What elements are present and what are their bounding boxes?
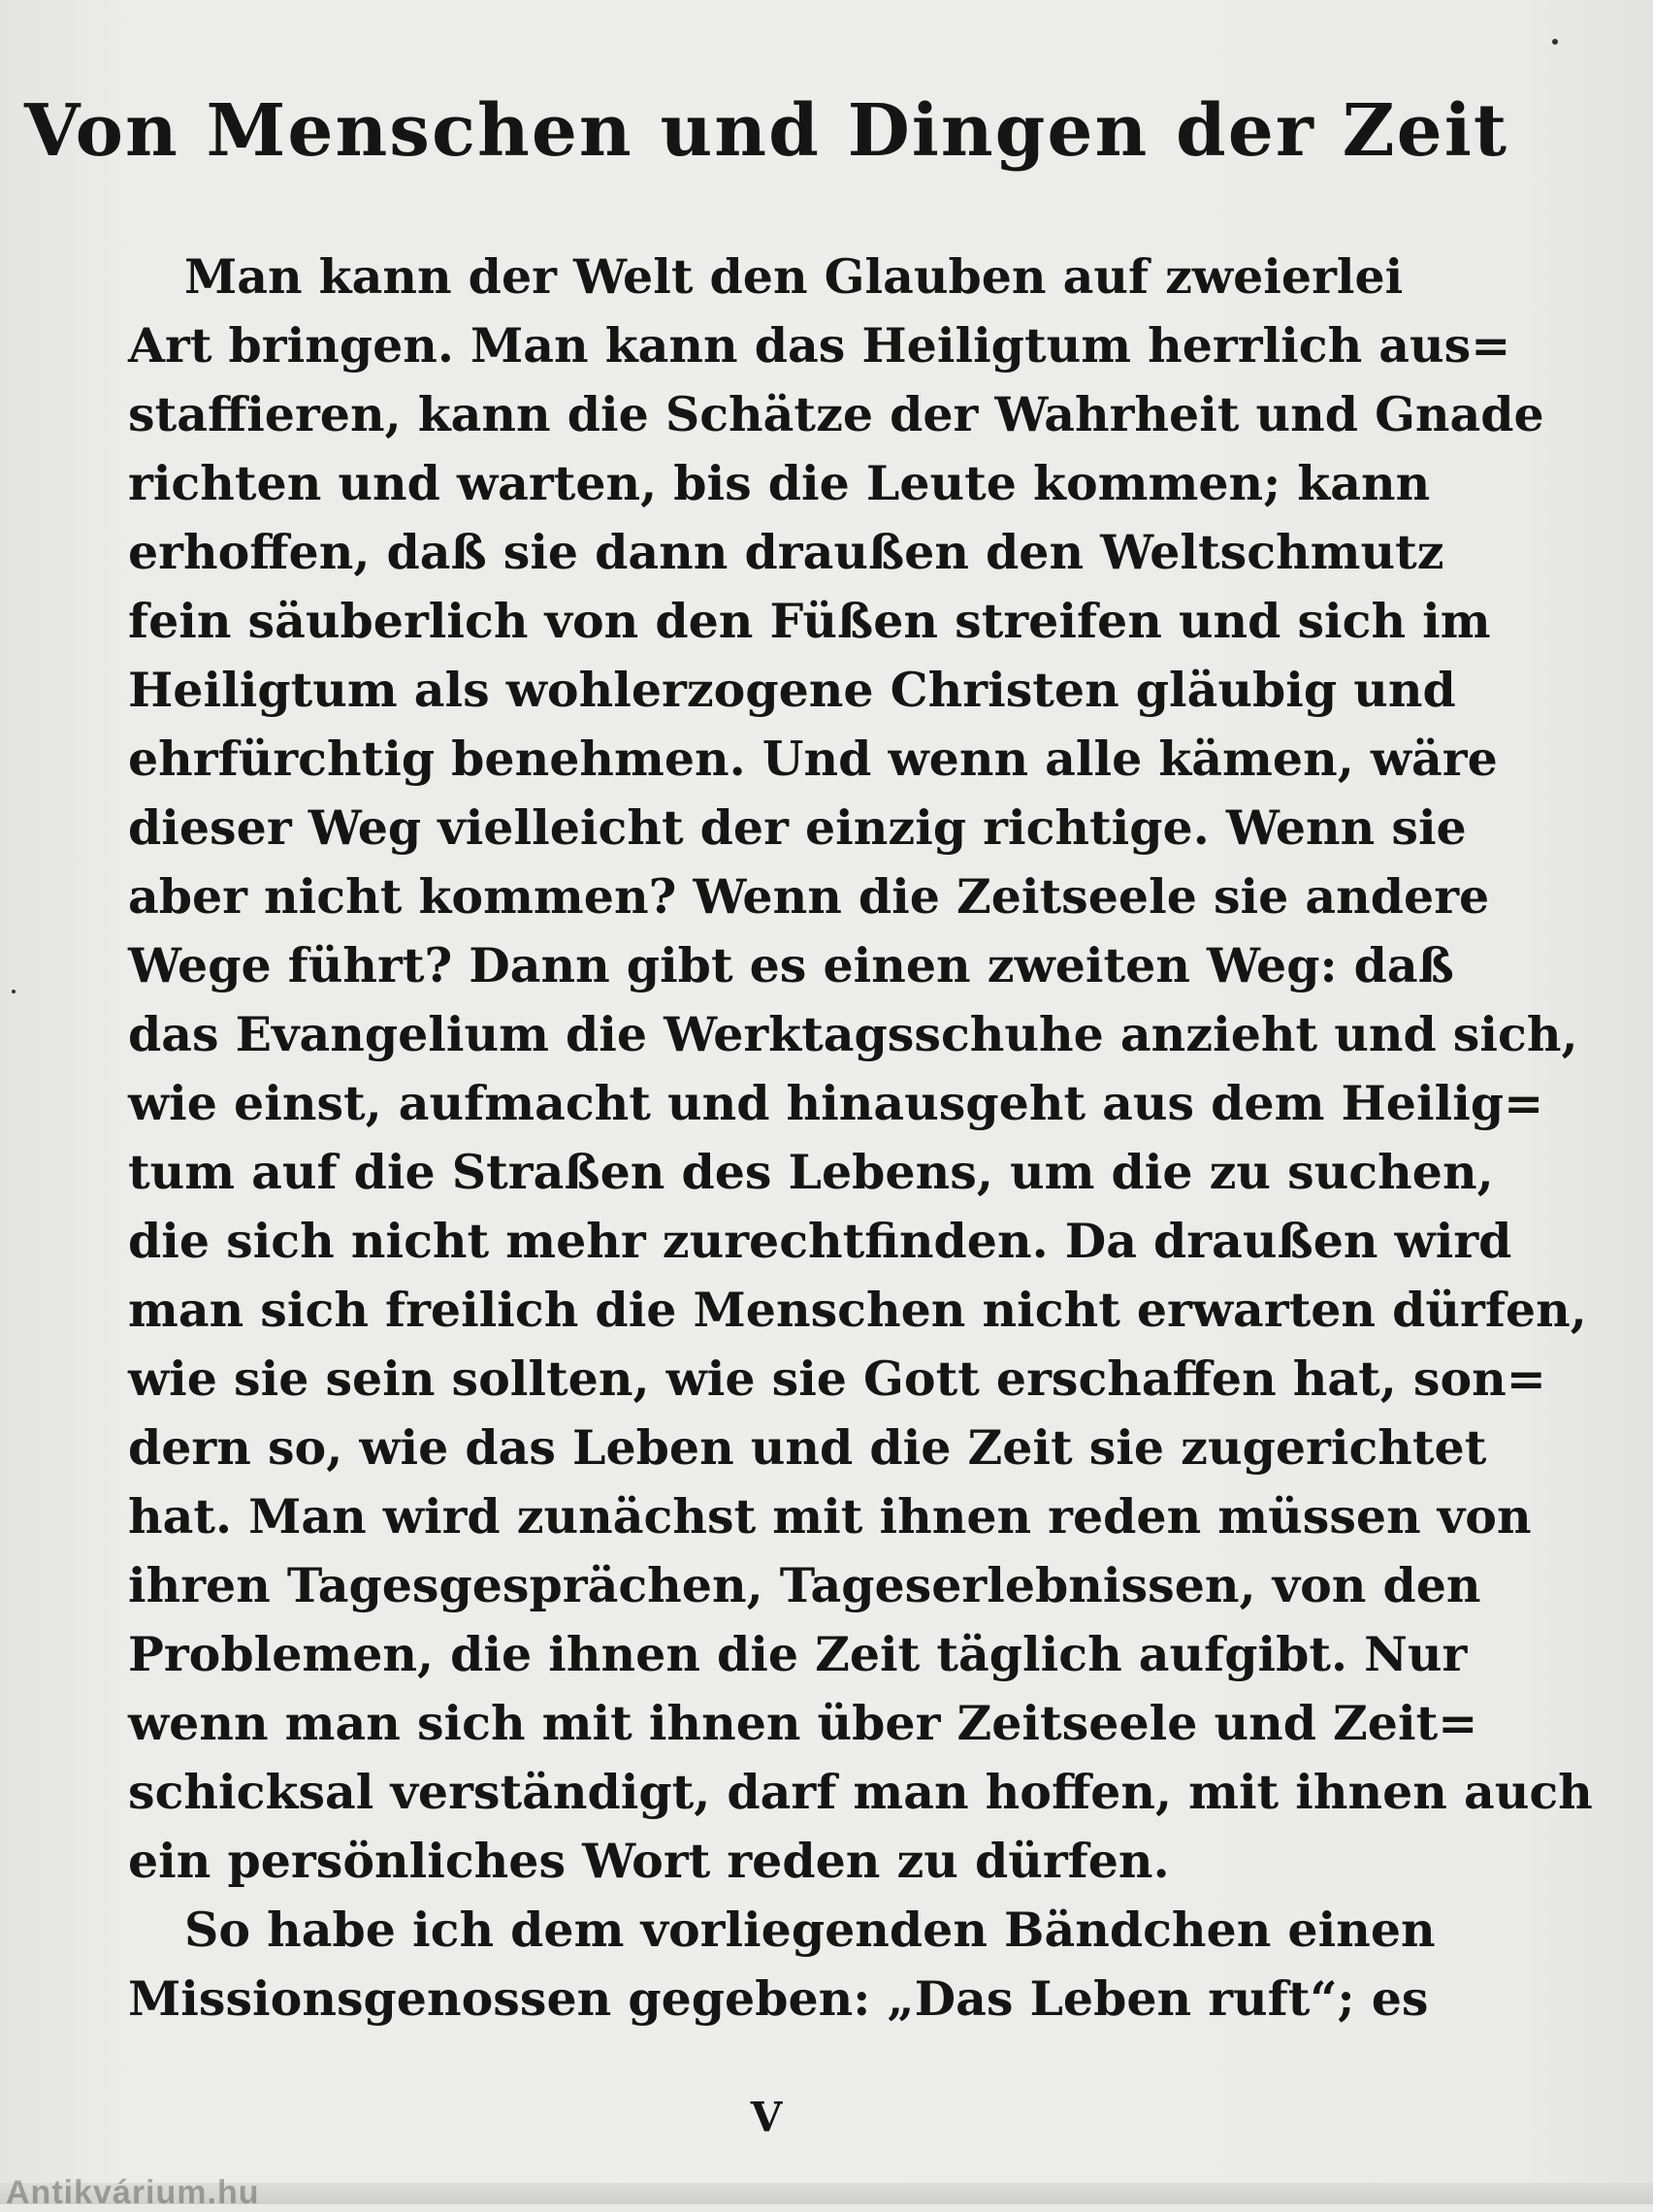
- text-line: So habe ich dem vorliegenden Bändchen einen: [184, 1902, 1436, 1958]
- dust-speck: [1552, 39, 1558, 45]
- text-line: hat. Man wird zunächst mit ihnen reden müssen von: [128, 1488, 1532, 1545]
- text-line: ein persönliches Wort reden zu dürfen.: [128, 1833, 1170, 1889]
- text-line: man sich freilich die Menschen nicht erwarten dürfen,: [128, 1282, 1587, 1338]
- text-line: erhoffen, daß sie dann draußen den Weltschmutz: [128, 524, 1444, 580]
- text-line: Man kann der Welt den Glauben auf zweierlei: [184, 248, 1404, 305]
- text-line: richten und warten, bis die Leute kommen; kann: [128, 455, 1431, 511]
- text-line: Problemen, die ihnen die Zeit täglich aufgibt. Nur: [128, 1626, 1468, 1682]
- text-line: Heiligtum als wohlerzogene Christen gläubig und: [128, 662, 1456, 718]
- text-line: schicksal verständigt, darf man hoffen, mit ihnen auch: [128, 1764, 1593, 1820]
- text-line: die sich nicht mehr zurechtfinden. Da draußen wird: [128, 1213, 1512, 1269]
- text-line: das Evangelium die Werktagsschuhe anzieht und sich,: [128, 1006, 1578, 1062]
- text-line: fein säuberlich von den Füßen streifen und sich im: [128, 593, 1491, 649]
- watermark: Antikvárium.hu: [6, 2174, 260, 2211]
- body-text: [128, 243, 1593, 2033]
- text-line: ihren Tagesgesprächen, Tageserlebnissen, von den: [128, 1557, 1481, 1613]
- text-line: Art bringen. Man kann das Heiligtum herrlich aus=: [128, 317, 1511, 374]
- text-line: tum auf die Straßen des Lebens, um die zu suchen,: [128, 1144, 1494, 1200]
- paragraph-2: [128, 1896, 1436, 2033]
- dust-speck: [12, 990, 16, 993]
- text-line: wenn man sich mit ihnen über Zeitseele und Zeit=: [128, 1695, 1478, 1751]
- paragraph-1: [128, 243, 1593, 1896]
- page-title: Von Menschen und Dingen der Zeit: [23, 89, 1509, 173]
- page-number: V: [750, 2094, 783, 2141]
- text-line: wie sie sein sollten, wie sie Gott erschaffen hat, son=: [128, 1350, 1546, 1407]
- text-line: staffieren, kann die Schätze der Wahrheit und Gnade: [128, 386, 1544, 442]
- text-line: wie einst, aufmacht und hinausgeht aus dem Heilig=: [128, 1075, 1544, 1131]
- text-line: ehrfürchtig benehmen. Und wenn alle kämen, wäre: [128, 731, 1498, 787]
- text-line: dieser Weg vielleicht der einzig richtige. Wenn sie: [128, 799, 1467, 856]
- text-line: Wege führt? Dann gibt es einen zweiten Weg: daß: [128, 937, 1454, 993]
- scan-edge: [0, 2174, 1653, 2211]
- text-line: aber nicht kommen? Wenn die Zeitseele sie andere: [128, 868, 1490, 925]
- text-line: dern so, wie das Leben und die Zeit sie zugerichtet: [128, 1419, 1487, 1476]
- text-line: Missionsgenossen gegeben: „Das Leben ruft“; es: [128, 1970, 1429, 2027]
